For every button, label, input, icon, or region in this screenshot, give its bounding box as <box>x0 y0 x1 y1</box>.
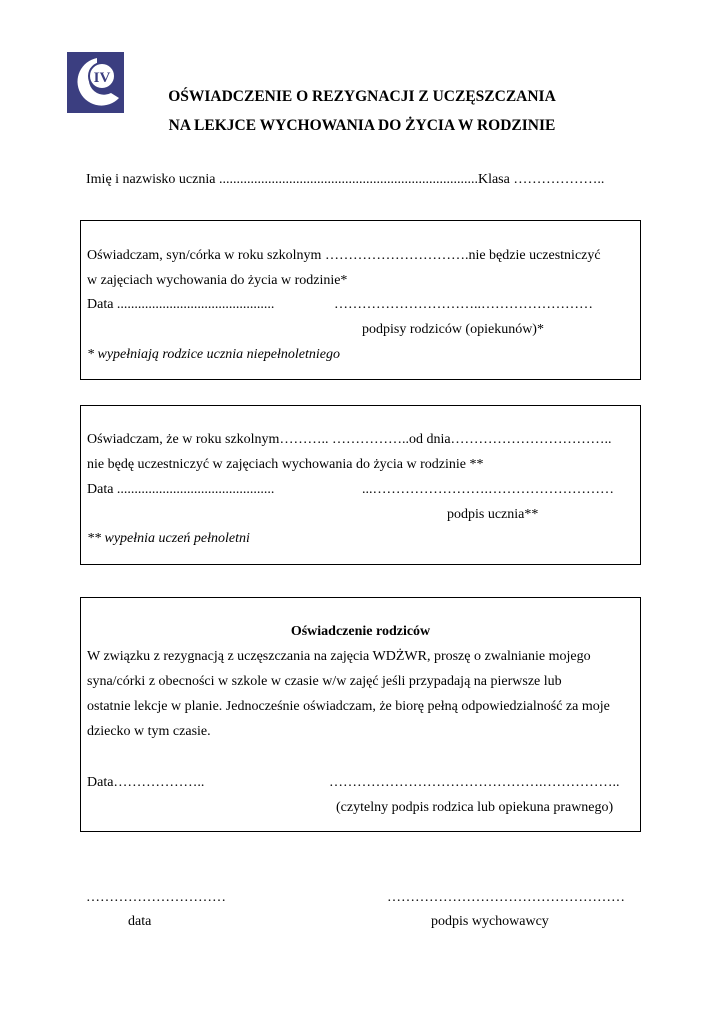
box3-paragraph-line3: ostatnie lekcje w planie. Jednocześnie oświadczam, że biorę pełną odpowiedzialność za moje <box>87 699 610 714</box>
box2-footnote: ** wypełnia uczeń pełnoletni <box>87 531 250 546</box>
box3-paragraph-line4: dziecko w tym czasie. <box>87 724 211 739</box>
adult-student-declaration-box <box>80 405 641 565</box>
box3-paragraph-line2: syna/córki z obecności w szkole w czasie w/w zajęć jeśli przypadają na pierwsze lub <box>87 674 562 689</box>
box1-footnote: * wypełniają rodzice ucznia niepełnoletniego <box>87 347 340 362</box>
box2-date-field: Data ............................................. <box>87 482 275 497</box>
box2-signature-caption: podpis ucznia** <box>447 507 539 522</box>
box1-signature-caption: podpisy rodziców (opiekunów)* <box>362 322 544 337</box>
footer-teacher-signature-caption: podpis wychowawcy <box>431 914 549 929</box>
box3-signature-caption: (czytelny podpis rodzica lub opiekuna prawnego) <box>336 800 614 815</box>
box1-date-field: Data ............................................. <box>87 297 275 312</box>
document-title-line2: NA LEKJCE WYCHOWANIA DO ŻYCIA W RODZINIE <box>168 117 556 134</box>
box2-text-line1: Oświadczam, że w roku szkolnym……….. ……………..od dnia…………………………….. <box>87 432 612 447</box>
box3-date-field: Data……………….. <box>87 775 205 790</box>
box3-paragraph-line1: W związku z rezygnacją z uczęszczania na zajęcia WDŻWR, proszę o zwalnianie mojego <box>87 649 591 664</box>
footer-date-caption: data <box>128 914 152 929</box>
box1-text-line2: w zajęciach wychowania do życia w rodzinie* <box>87 273 348 288</box>
box2-signature-line: ...…………………….……………………… <box>362 482 614 497</box>
logo-text: IV <box>93 70 111 86</box>
box3-heading: Oświadczenie rodziców <box>290 624 431 639</box>
box1-text-line1: Oświadczam, syn/córka w roku szkolnym ………………………….nie będzie uczestniczyć <box>87 248 601 263</box>
footer-teacher-signature-line: …………………………………………… <box>387 890 625 905</box>
footer-date-line: ………………………… <box>86 890 226 905</box>
box3-signature-line: ……………………………………….…………….. <box>329 775 620 790</box>
box1-signature-line: …………………………..…………………… <box>334 297 593 312</box>
box2-text-line2: nie będę uczestniczyć w zajęciach wychowania do życia w rodzinie ** <box>87 457 484 472</box>
document-title-line1: OŚWIADCZENIE O REZYGNACJI Z UCZĘSZCZANIA <box>168 88 556 105</box>
student-name-line: Imię i nazwisko ucznia ..........................................................................Klasa ……………….. <box>86 172 605 187</box>
parent-declaration-box <box>80 220 641 380</box>
parent-statement-box <box>80 597 641 832</box>
